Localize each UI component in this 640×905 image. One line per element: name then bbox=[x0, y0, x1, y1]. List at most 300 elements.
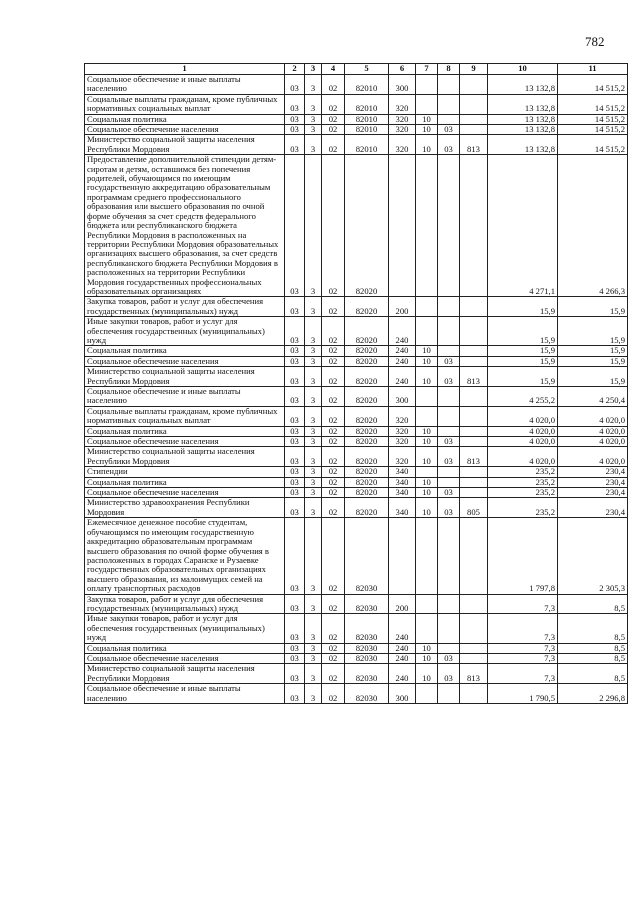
row-cell-col10: 4 255,2 bbox=[488, 387, 558, 407]
row-cell-col2: 03 bbox=[285, 346, 305, 356]
row-name-cell: Министерство социальной защиты населения Республики Мордовия bbox=[85, 664, 285, 684]
row-cell-col8 bbox=[438, 346, 460, 356]
row-name-cell: Социальное обеспечение населения bbox=[85, 488, 285, 498]
column-header-6: 6 bbox=[389, 64, 416, 75]
row-cell-col6: 340 bbox=[389, 488, 416, 498]
table-row bbox=[85, 614, 628, 643]
row-cell-col5: 82030 bbox=[345, 664, 389, 684]
row-cell-col5: 82020 bbox=[345, 488, 389, 498]
row-cell-col11: 14 515,2 bbox=[558, 114, 628, 124]
row-name-cell: Социальная политика bbox=[85, 346, 285, 356]
row-cell-col8 bbox=[438, 467, 460, 477]
row-cell-col7: 10 bbox=[416, 135, 438, 155]
row-cell-col4: 02 bbox=[322, 467, 345, 477]
table-row bbox=[85, 317, 628, 346]
row-cell-col5: 82020 bbox=[345, 498, 389, 518]
column-header-8: 8 bbox=[438, 64, 460, 75]
row-cell-col7 bbox=[416, 594, 438, 614]
row-cell-col2: 03 bbox=[285, 498, 305, 518]
row-cell-col4: 02 bbox=[322, 367, 345, 387]
row-cell-col6: 300 bbox=[389, 684, 416, 704]
row-cell-col7: 10 bbox=[416, 498, 438, 518]
row-cell-col9 bbox=[460, 387, 488, 407]
table-row bbox=[85, 155, 628, 297]
table-row bbox=[85, 75, 628, 95]
row-cell-col8 bbox=[438, 94, 460, 114]
row-cell-col10: 15,9 bbox=[488, 317, 558, 346]
row-cell-col8 bbox=[438, 114, 460, 124]
row-cell-col8: 03 bbox=[438, 356, 460, 366]
row-cell-col6: 320 bbox=[389, 437, 416, 447]
row-cell-col7 bbox=[416, 75, 438, 95]
row-cell-col10: 15,9 bbox=[488, 356, 558, 366]
row-cell-col6: 340 bbox=[389, 467, 416, 477]
row-cell-col4: 02 bbox=[322, 346, 345, 356]
column-header-2: 2 bbox=[285, 64, 305, 75]
row-name-cell: Социальная политика bbox=[85, 643, 285, 653]
row-cell-col7 bbox=[416, 387, 438, 407]
row-cell-col6: 240 bbox=[389, 346, 416, 356]
row-cell-col6: 320 bbox=[389, 406, 416, 426]
row-cell-col9 bbox=[460, 125, 488, 135]
row-cell-col2: 03 bbox=[285, 664, 305, 684]
header-row bbox=[85, 64, 628, 75]
row-cell-col3: 3 bbox=[305, 346, 322, 356]
row-cell-col5: 82030 bbox=[345, 684, 389, 704]
row-cell-col2: 03 bbox=[285, 114, 305, 124]
row-cell-col6: 320 bbox=[389, 94, 416, 114]
row-cell-col11: 15,9 bbox=[558, 356, 628, 366]
row-cell-col10: 7,3 bbox=[488, 594, 558, 614]
row-cell-col2: 03 bbox=[285, 447, 305, 467]
row-cell-col4: 02 bbox=[322, 94, 345, 114]
row-cell-col10: 4 020,0 bbox=[488, 437, 558, 447]
row-name-cell: Ежемесячное денежное пособие студентам, обучающимся по имеющим государственную аккредитацию образовательным программам высшего образования по очной форме обучения в расположенных в городах Саранске и Рузаевке государственных образовательных организациях высшего образования, из малоимущих семей на оплату транспортных расходов bbox=[85, 518, 285, 594]
row-cell-col11: 15,9 bbox=[558, 317, 628, 346]
row-cell-col10: 7,3 bbox=[488, 614, 558, 643]
row-cell-col8 bbox=[438, 518, 460, 594]
row-cell-col7 bbox=[416, 614, 438, 643]
row-cell-col7: 10 bbox=[416, 653, 438, 663]
row-cell-col7: 10 bbox=[416, 346, 438, 356]
table-row bbox=[85, 426, 628, 436]
row-cell-col10: 235,2 bbox=[488, 467, 558, 477]
row-cell-col8 bbox=[438, 387, 460, 407]
row-name-cell: Министерство социальной защиты населения Республики Мордовия bbox=[85, 367, 285, 387]
row-cell-col4: 02 bbox=[322, 518, 345, 594]
row-cell-col11: 14 515,2 bbox=[558, 125, 628, 135]
row-name-cell: Министерство здравоохранения Республики Мордовия bbox=[85, 498, 285, 518]
row-cell-col3: 3 bbox=[305, 488, 322, 498]
table-row bbox=[85, 387, 628, 407]
row-cell-col11: 14 515,2 bbox=[558, 135, 628, 155]
row-cell-col5: 82020 bbox=[345, 406, 389, 426]
row-cell-col10: 7,3 bbox=[488, 643, 558, 653]
row-name-cell: Социальные выплаты гражданам, кроме публичных нормативных социальных выплат bbox=[85, 406, 285, 426]
row-cell-col2: 03 bbox=[285, 488, 305, 498]
row-name-cell: Предоставление дополнительной стипендии детям-сиротам и детям, оставшимся без попечения родителей, обучающимся по имеющим государственную аккредитацию образовательным программам среднего профессионального образования или высшего образования по очной форме обучения за счет средств федерального бюджета или республиканского бюджета Республики Мордовия в расположенных на территории Республики Мордовия образовательных организациях высшего образования, за счет средств республиканского бюджета Республики Мордовия в расположенных на территории Республики Мордовия государственных профессиональных образовательных организациях bbox=[85, 155, 285, 297]
row-cell-col10: 15,9 bbox=[488, 367, 558, 387]
row-cell-col3: 3 bbox=[305, 387, 322, 407]
row-cell-col8: 03 bbox=[438, 437, 460, 447]
row-name-cell: Социальная политика bbox=[85, 426, 285, 436]
row-name-cell: Социальные выплаты гражданам, кроме публичных нормативных социальных выплат bbox=[85, 94, 285, 114]
row-cell-col9 bbox=[460, 426, 488, 436]
row-name-cell: Иные закупки товаров, работ и услуг для обеспечения государственных (муниципальных) нужд bbox=[85, 614, 285, 643]
table-row bbox=[85, 346, 628, 356]
row-cell-col2: 03 bbox=[285, 75, 305, 95]
row-cell-col2: 03 bbox=[285, 426, 305, 436]
row-cell-col2: 03 bbox=[285, 437, 305, 447]
row-cell-col4: 02 bbox=[322, 488, 345, 498]
row-cell-col9: 813 bbox=[460, 664, 488, 684]
row-cell-col3: 3 bbox=[305, 498, 322, 518]
column-header-5: 5 bbox=[345, 64, 389, 75]
row-cell-col8 bbox=[438, 594, 460, 614]
row-cell-col8 bbox=[438, 406, 460, 426]
row-cell-col7: 10 bbox=[416, 447, 438, 467]
row-cell-col11: 230,4 bbox=[558, 467, 628, 477]
row-cell-col2: 03 bbox=[285, 467, 305, 477]
row-cell-col3: 3 bbox=[305, 477, 322, 487]
row-cell-col8: 03 bbox=[438, 488, 460, 498]
table-row bbox=[85, 297, 628, 317]
row-cell-col10: 235,2 bbox=[488, 488, 558, 498]
row-cell-col5: 82030 bbox=[345, 594, 389, 614]
row-cell-col7: 10 bbox=[416, 437, 438, 447]
row-cell-col5: 82020 bbox=[345, 367, 389, 387]
row-cell-col11: 8,5 bbox=[558, 643, 628, 653]
row-cell-col3: 3 bbox=[305, 297, 322, 317]
row-cell-col6: 340 bbox=[389, 477, 416, 487]
row-name-cell: Министерство социальной защиты населения Республики Мордовия bbox=[85, 135, 285, 155]
row-cell-col8 bbox=[438, 477, 460, 487]
row-name-cell: Социальное обеспечение населения bbox=[85, 125, 285, 135]
table-row bbox=[85, 447, 628, 467]
row-cell-col11: 4 020,0 bbox=[558, 437, 628, 447]
row-cell-col8 bbox=[438, 684, 460, 704]
row-cell-col10: 235,2 bbox=[488, 477, 558, 487]
row-cell-col7 bbox=[416, 684, 438, 704]
row-cell-col8 bbox=[438, 297, 460, 317]
row-cell-col5: 82030 bbox=[345, 614, 389, 643]
row-cell-col7: 10 bbox=[416, 426, 438, 436]
row-name-cell: Социальное обеспечение и иные выплаты населению bbox=[85, 684, 285, 704]
row-cell-col8 bbox=[438, 614, 460, 643]
row-cell-col3: 3 bbox=[305, 614, 322, 643]
row-cell-col9 bbox=[460, 518, 488, 594]
column-header-3: 3 bbox=[305, 64, 322, 75]
row-cell-col9 bbox=[460, 297, 488, 317]
row-cell-col9: 813 bbox=[460, 135, 488, 155]
row-name-cell: Социальное обеспечение населения bbox=[85, 653, 285, 663]
row-cell-col10: 13 132,8 bbox=[488, 114, 558, 124]
column-header-9: 9 bbox=[460, 64, 488, 75]
table-row bbox=[85, 356, 628, 366]
row-cell-col9: 813 bbox=[460, 367, 488, 387]
row-cell-col9: 813 bbox=[460, 447, 488, 467]
row-cell-col5: 82020 bbox=[345, 387, 389, 407]
row-cell-col8: 03 bbox=[438, 653, 460, 663]
row-cell-col3: 3 bbox=[305, 684, 322, 704]
row-cell-col11: 8,5 bbox=[558, 614, 628, 643]
row-cell-col3: 3 bbox=[305, 75, 322, 95]
row-cell-col10: 15,9 bbox=[488, 346, 558, 356]
row-cell-col11: 230,4 bbox=[558, 477, 628, 487]
row-cell-col2: 03 bbox=[285, 155, 305, 297]
row-cell-col4: 02 bbox=[322, 653, 345, 663]
row-cell-col7: 10 bbox=[416, 477, 438, 487]
row-cell-col4: 02 bbox=[322, 664, 345, 684]
column-header-11: 11 bbox=[558, 64, 628, 75]
row-cell-col3: 3 bbox=[305, 467, 322, 477]
row-cell-col9 bbox=[460, 114, 488, 124]
row-cell-col2: 03 bbox=[285, 387, 305, 407]
row-cell-col8: 03 bbox=[438, 367, 460, 387]
row-cell-col11: 8,5 bbox=[558, 594, 628, 614]
row-cell-col9 bbox=[460, 643, 488, 653]
table-row bbox=[85, 684, 628, 704]
row-cell-col2: 03 bbox=[285, 594, 305, 614]
row-cell-col6: 240 bbox=[389, 367, 416, 387]
row-cell-col7: 10 bbox=[416, 367, 438, 387]
row-cell-col10: 235,2 bbox=[488, 498, 558, 518]
row-cell-col6: 200 bbox=[389, 297, 416, 317]
row-cell-col11: 4 020,0 bbox=[558, 426, 628, 436]
row-cell-col10: 13 132,8 bbox=[488, 135, 558, 155]
row-cell-col3: 3 bbox=[305, 437, 322, 447]
row-cell-col6: 240 bbox=[389, 614, 416, 643]
row-cell-col7 bbox=[416, 317, 438, 346]
row-cell-col8: 03 bbox=[438, 125, 460, 135]
row-cell-col10: 7,3 bbox=[488, 664, 558, 684]
row-cell-col3: 3 bbox=[305, 426, 322, 436]
row-cell-col11: 4 250,4 bbox=[558, 387, 628, 407]
row-cell-col6: 240 bbox=[389, 664, 416, 684]
row-cell-col5: 82020 bbox=[345, 437, 389, 447]
row-cell-col4: 02 bbox=[322, 614, 345, 643]
row-cell-col4: 02 bbox=[322, 498, 345, 518]
row-cell-col9 bbox=[460, 653, 488, 663]
row-cell-col3: 3 bbox=[305, 594, 322, 614]
row-cell-col2: 03 bbox=[285, 653, 305, 663]
row-cell-col8 bbox=[438, 317, 460, 346]
row-cell-col11: 2 296,8 bbox=[558, 684, 628, 704]
table-row bbox=[85, 653, 628, 663]
row-cell-col6: 340 bbox=[389, 498, 416, 518]
row-cell-col9 bbox=[460, 94, 488, 114]
row-cell-col6 bbox=[389, 518, 416, 594]
row-cell-col3: 3 bbox=[305, 114, 322, 124]
row-cell-col7: 10 bbox=[416, 356, 438, 366]
row-cell-col5: 82020 bbox=[345, 447, 389, 467]
row-cell-col4: 02 bbox=[322, 155, 345, 297]
row-cell-col2: 03 bbox=[285, 356, 305, 366]
row-cell-col6: 300 bbox=[389, 75, 416, 95]
row-cell-col9 bbox=[460, 594, 488, 614]
row-cell-col9 bbox=[460, 155, 488, 297]
row-cell-col4: 02 bbox=[322, 356, 345, 366]
column-header-1: 1 bbox=[85, 64, 285, 75]
row-cell-col3: 3 bbox=[305, 135, 322, 155]
row-cell-col11: 15,9 bbox=[558, 297, 628, 317]
row-cell-col4: 02 bbox=[322, 426, 345, 436]
table-row bbox=[85, 367, 628, 387]
row-cell-col11: 4 020,0 bbox=[558, 447, 628, 467]
row-cell-col2: 03 bbox=[285, 406, 305, 426]
row-cell-col9 bbox=[460, 477, 488, 487]
row-cell-col7: 10 bbox=[416, 643, 438, 653]
row-cell-col11: 15,9 bbox=[558, 367, 628, 387]
row-cell-col8: 03 bbox=[438, 498, 460, 518]
row-cell-col5: 82020 bbox=[345, 346, 389, 356]
row-cell-col10: 4 020,0 bbox=[488, 406, 558, 426]
row-cell-col3: 3 bbox=[305, 518, 322, 594]
column-header-4: 4 bbox=[322, 64, 345, 75]
row-cell-col10: 13 132,8 bbox=[488, 94, 558, 114]
row-cell-col11: 2 305,3 bbox=[558, 518, 628, 594]
row-cell-col6: 240 bbox=[389, 317, 416, 346]
row-cell-col3: 3 bbox=[305, 94, 322, 114]
row-cell-col4: 02 bbox=[322, 594, 345, 614]
row-cell-col7: 10 bbox=[416, 125, 438, 135]
row-cell-col2: 03 bbox=[285, 614, 305, 643]
row-cell-col3: 3 bbox=[305, 447, 322, 467]
row-cell-col7 bbox=[416, 518, 438, 594]
table-row bbox=[85, 467, 628, 477]
row-cell-col2: 03 bbox=[285, 367, 305, 387]
budget-table bbox=[84, 63, 628, 704]
table-row bbox=[85, 594, 628, 614]
row-cell-col5: 82020 bbox=[345, 356, 389, 366]
row-cell-col10: 1 797,8 bbox=[488, 518, 558, 594]
row-cell-col5: 82020 bbox=[345, 477, 389, 487]
row-cell-col4: 02 bbox=[322, 447, 345, 467]
row-cell-col4: 02 bbox=[322, 75, 345, 95]
row-cell-col11: 230,4 bbox=[558, 488, 628, 498]
row-cell-col5: 82020 bbox=[345, 297, 389, 317]
row-cell-col5: 82020 bbox=[345, 467, 389, 477]
row-cell-col3: 3 bbox=[305, 367, 322, 387]
row-cell-col6: 240 bbox=[389, 653, 416, 663]
row-cell-col5: 82010 bbox=[345, 94, 389, 114]
table-row bbox=[85, 643, 628, 653]
row-cell-col2: 03 bbox=[285, 643, 305, 653]
row-cell-col7 bbox=[416, 94, 438, 114]
row-cell-col6: 300 bbox=[389, 387, 416, 407]
row-cell-col9 bbox=[460, 614, 488, 643]
row-cell-col7 bbox=[416, 155, 438, 297]
row-cell-col7 bbox=[416, 406, 438, 426]
row-cell-col9 bbox=[460, 356, 488, 366]
row-cell-col4: 02 bbox=[322, 387, 345, 407]
row-cell-col5: 82020 bbox=[345, 317, 389, 346]
row-cell-col5: 82030 bbox=[345, 643, 389, 653]
row-cell-col6: 320 bbox=[389, 447, 416, 467]
row-cell-col11: 4 266,3 bbox=[558, 155, 628, 297]
row-cell-col6: 320 bbox=[389, 426, 416, 436]
row-cell-col8 bbox=[438, 75, 460, 95]
row-cell-col9 bbox=[460, 437, 488, 447]
row-name-cell: Министерство социальной защиты населения Республики Мордовия bbox=[85, 447, 285, 467]
row-cell-col4: 02 bbox=[322, 477, 345, 487]
row-cell-col3: 3 bbox=[305, 155, 322, 297]
table-row bbox=[85, 94, 628, 114]
row-cell-col9 bbox=[460, 346, 488, 356]
row-cell-col2: 03 bbox=[285, 135, 305, 155]
page-number: 782 bbox=[585, 34, 605, 49]
row-name-cell: Социальное обеспечение населения bbox=[85, 356, 285, 366]
row-cell-col4: 02 bbox=[322, 114, 345, 124]
row-name-cell: Социальное обеспечение населения bbox=[85, 437, 285, 447]
row-cell-col8 bbox=[438, 426, 460, 436]
table-row bbox=[85, 488, 628, 498]
row-cell-col2: 03 bbox=[285, 684, 305, 704]
row-cell-col11: 4 020,0 bbox=[558, 406, 628, 426]
row-cell-col5: 82010 bbox=[345, 135, 389, 155]
row-cell-col11: 8,5 bbox=[558, 664, 628, 684]
row-cell-col11: 8,5 bbox=[558, 653, 628, 663]
row-cell-col10: 1 790,5 bbox=[488, 684, 558, 704]
row-cell-col3: 3 bbox=[305, 406, 322, 426]
row-name-cell: Социальное обеспечение и иные выплаты населению bbox=[85, 75, 285, 95]
row-cell-col2: 03 bbox=[285, 477, 305, 487]
row-name-cell: Закупка товаров, работ и услуг для обеспечения государственных (муниципальных) нужд bbox=[85, 594, 285, 614]
row-name-cell: Социальная политика bbox=[85, 114, 285, 124]
row-cell-col3: 3 bbox=[305, 643, 322, 653]
row-cell-col3: 3 bbox=[305, 356, 322, 366]
row-cell-col11: 14 515,2 bbox=[558, 75, 628, 95]
table-body bbox=[85, 75, 628, 704]
row-cell-col7: 10 bbox=[416, 488, 438, 498]
table-row bbox=[85, 437, 628, 447]
row-cell-col6: 320 bbox=[389, 125, 416, 135]
row-cell-col4: 02 bbox=[322, 684, 345, 704]
table-row bbox=[85, 125, 628, 135]
row-cell-col10: 15,9 bbox=[488, 297, 558, 317]
row-cell-col9 bbox=[460, 406, 488, 426]
row-cell-col5: 82030 bbox=[345, 518, 389, 594]
row-cell-col10: 7,3 bbox=[488, 653, 558, 663]
row-cell-col3: 3 bbox=[305, 317, 322, 346]
row-cell-col6: 320 bbox=[389, 135, 416, 155]
row-cell-col10: 13 132,8 bbox=[488, 125, 558, 135]
row-cell-col9 bbox=[460, 684, 488, 704]
row-name-cell: Закупка товаров, работ и услуг для обеспечения государственных (муниципальных) нужд bbox=[85, 297, 285, 317]
row-cell-col9 bbox=[460, 488, 488, 498]
table-row bbox=[85, 135, 628, 155]
row-cell-col2: 03 bbox=[285, 125, 305, 135]
row-cell-col7 bbox=[416, 467, 438, 477]
table-row bbox=[85, 114, 628, 124]
row-cell-col9 bbox=[460, 75, 488, 95]
row-cell-col2: 03 bbox=[285, 317, 305, 346]
row-cell-col4: 02 bbox=[322, 297, 345, 317]
row-name-cell: Социальное обеспечение и иные выплаты населению bbox=[85, 387, 285, 407]
row-cell-col9 bbox=[460, 467, 488, 477]
row-cell-col8 bbox=[438, 643, 460, 653]
row-cell-col4: 02 bbox=[322, 643, 345, 653]
row-cell-col10: 4 020,0 bbox=[488, 426, 558, 436]
row-cell-col5: 82030 bbox=[345, 653, 389, 663]
row-cell-col5: 82010 bbox=[345, 125, 389, 135]
row-cell-col4: 02 bbox=[322, 125, 345, 135]
row-cell-col8 bbox=[438, 155, 460, 297]
row-cell-col5: 82010 bbox=[345, 114, 389, 124]
column-header-7: 7 bbox=[416, 64, 438, 75]
row-cell-col2: 03 bbox=[285, 297, 305, 317]
row-cell-col7: 10 bbox=[416, 114, 438, 124]
